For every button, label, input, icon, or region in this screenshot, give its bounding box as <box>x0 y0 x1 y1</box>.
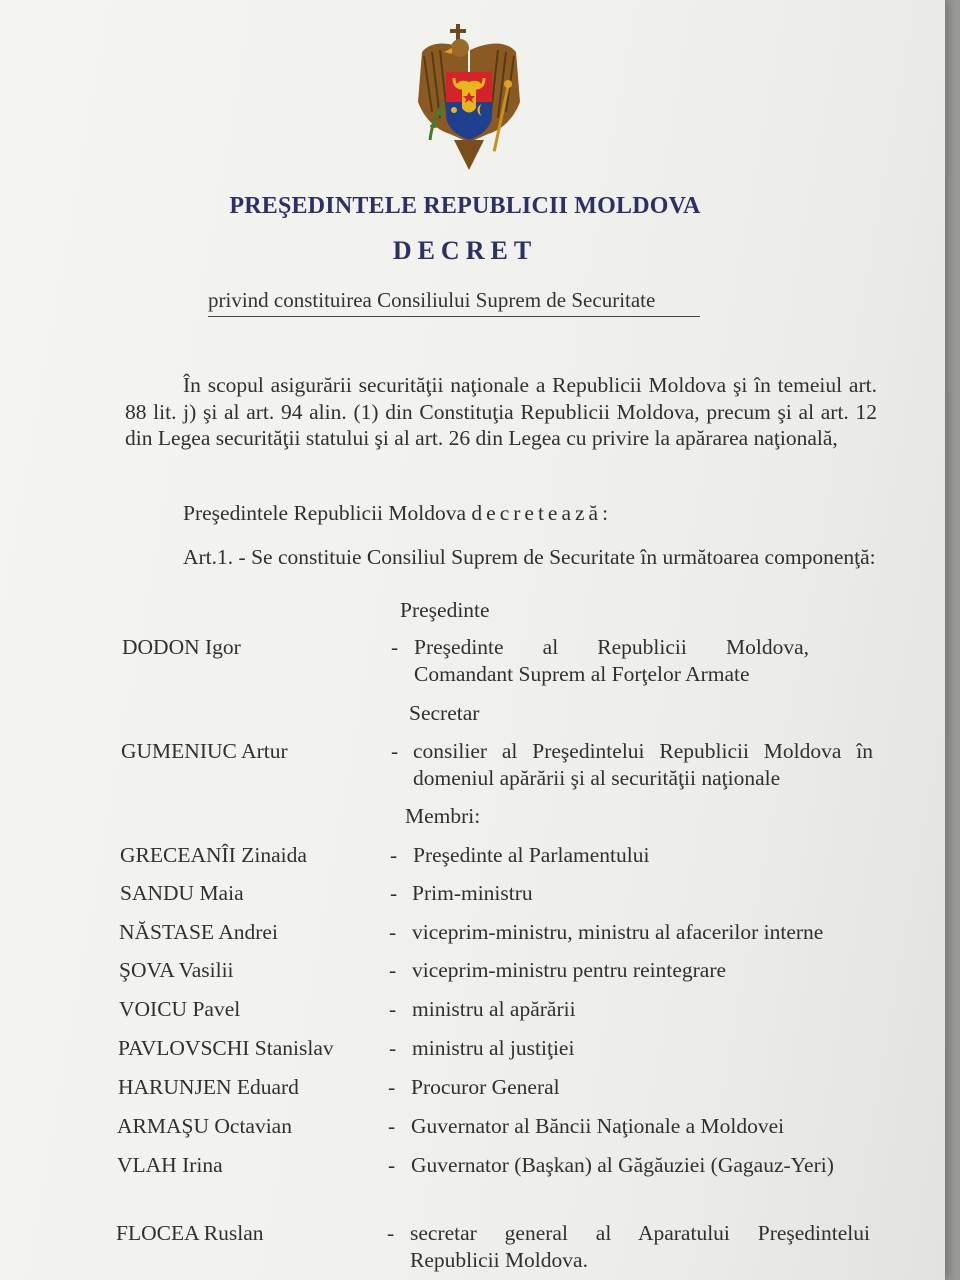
member-dash: - <box>388 1075 396 1099</box>
member-dash: - <box>390 881 398 905</box>
member-position: Preşedinte al Republicii Moldova, Comandant Suprem al Forţelor Armate <box>414 635 809 686</box>
member-dash: - <box>391 739 399 763</box>
member-dash: - <box>390 843 398 867</box>
member-name: ŞOVA Vasilii <box>119 958 234 982</box>
member-position: Procuror General <box>411 1075 560 1099</box>
member-name: ARMAŞU Octavian <box>117 1114 292 1138</box>
member-dash: - <box>391 635 399 659</box>
member-position: secretar general al Aparatului Preşedintelui Republicii Moldova. <box>410 1221 870 1272</box>
member-dash: - <box>389 1036 397 1060</box>
article-1: Art.1. - Se constituie Consiliul Suprem de Securitate în următoarea componenţă: <box>183 545 876 569</box>
member-position: viceprim-ministru pentru reintegrare <box>412 958 727 982</box>
member-dash: - <box>388 1114 396 1138</box>
institution-title: PREŞEDINTELE REPUBLICII MOLDOVA <box>229 193 701 219</box>
role-heading-secretary: Secretar <box>409 701 480 725</box>
member-position: Preşedinte al Parlamentului <box>413 843 650 867</box>
coat-of-arms-icon <box>410 22 528 172</box>
member-name: DODON Igor <box>122 635 241 659</box>
member-position: viceprim-ministru, ministru al afacerilor interne <box>412 920 824 944</box>
member-dash: - <box>387 1221 395 1245</box>
decree-line-verb: decretează: <box>471 501 613 525</box>
member-position: Prim-ministru <box>412 881 533 905</box>
member-dash: - <box>389 920 397 944</box>
member-name: GRECEANÎI Zinaida <box>120 843 307 867</box>
preamble-paragraph: În scopul asigurării securităţii naţionale a Republicii Moldova şi în temeiul art. 88 lit. j) şi al art. 94 alin. (1) din Constituţia Republicii Moldova, precum şi al art. 12 din Legea securităţii statului şi al art. 26 din Legea cu privire la apărarea naţională, <box>125 373 877 450</box>
member-position: consilier al Preşedintelui Republicii Moldova în domeniul apărării şi al securităţii naţionale <box>413 739 873 790</box>
role-heading-president: Preşedinte <box>400 598 490 622</box>
member-name: SANDU Maia <box>120 881 244 905</box>
member-name: GUMENIUC Artur <box>121 739 288 763</box>
member-name: HARUNJEN Eduard <box>118 1075 299 1099</box>
member-position: ministru al justiţiei <box>412 1036 575 1060</box>
member-position: ministru al apărării <box>412 997 576 1021</box>
member-dash: - <box>389 958 397 982</box>
member-name: VLAH Irina <box>117 1153 223 1177</box>
member-name: FLOCEA Ruslan <box>116 1221 264 1245</box>
member-name: NĂSTASE Andrei <box>119 920 278 944</box>
decree-subject: privind constituirea Consiliului Suprem de Securitate <box>208 288 700 317</box>
decree-line-prefix: Preşedintele Republicii Moldova <box>183 501 467 525</box>
member-name: VOICU Pavel <box>119 997 241 1021</box>
member-dash: - <box>389 997 397 1021</box>
member-position: Guvernator al Băncii Naţionale a Moldovei <box>411 1114 785 1138</box>
member-dash: - <box>388 1153 396 1177</box>
decree-line <box>125 500 877 527</box>
document-type-title: DECRET <box>392 236 538 265</box>
member-name: PAVLOVSCHI Stanislav <box>118 1036 334 1060</box>
member-position: Guvernator (Başkan) al Găgăuziei (Gagauz-Yeri) <box>411 1153 834 1177</box>
role-heading-members: Membri: <box>405 804 481 828</box>
